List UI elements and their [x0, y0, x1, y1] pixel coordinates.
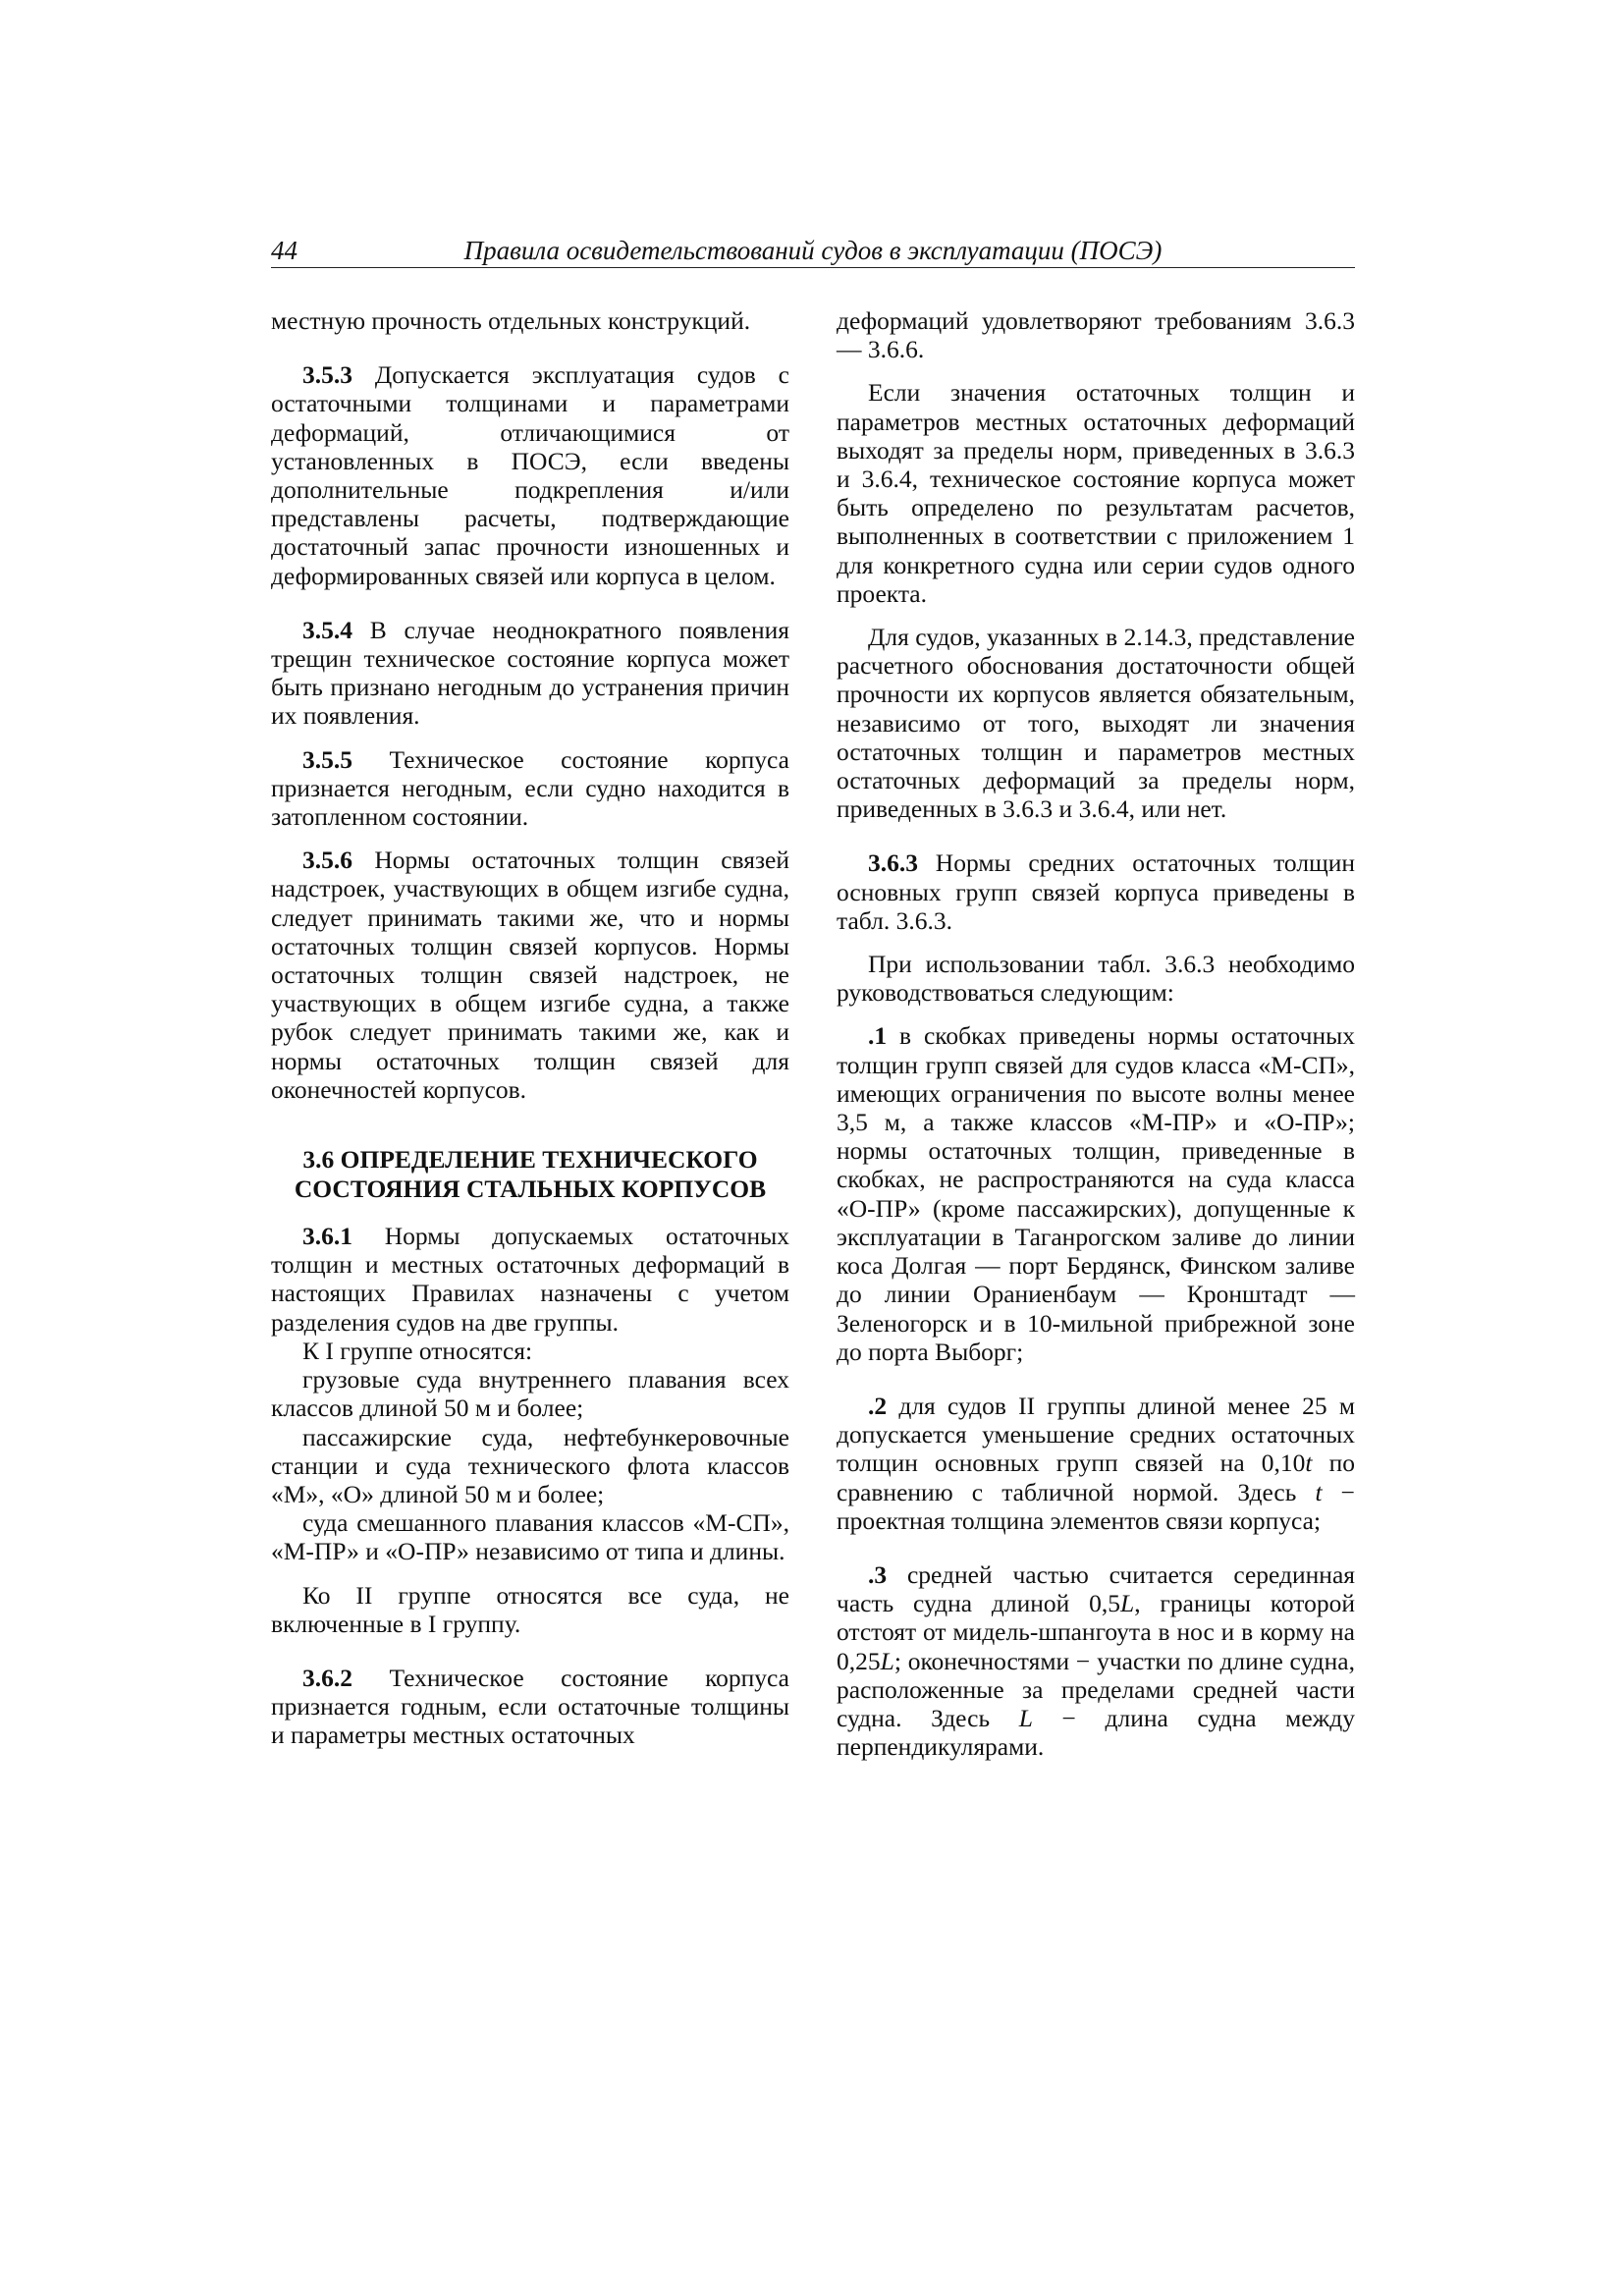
list-item-1	[837, 1021, 1355, 1365]
section-3-5-3	[271, 360, 789, 590]
section-number: 3.5.6	[302, 846, 352, 875]
section-3-6-1	[271, 1222, 789, 1337]
paragraph: Для судов, указанных в 2.14.3, представление расчетного обоснования достаточности общей прочности их корпусов является обязательным, независимо от того, выходят ли значения остаточных толщин и параметров местных остаточных деформаций за пределы норм, приведенных в 3.6.3 и 3.6.4, или нет.	[837, 623, 1355, 824]
item-text: по сравнению с табличной нормой. Здесь	[837, 1449, 1355, 1506]
item-number: .1	[868, 1021, 888, 1051]
paragraph: Если значения остаточных толщин и параметров местных остаточных деформаций выходят за пределы норм, приведенных в 3.6.3 и 3.6.4, техническое состояние корпуса может быть определено по результатам расчетов, выполненных в соответствии с приложением 1 для конкретного судна или серии судов одного проекта.	[837, 378, 1355, 608]
paragraph-continuation: местную прочность отдельных конструкций.	[271, 306, 751, 335]
section-text: Допускается эксплуатация судов с остаточными толщинами и параметрами деформаций, отличающимися от установленных в ПОСЭ, если введены дополнительные подкрепления и/или представлены расчеты, подтверждающие достаточный запас прочности изношенных и деформированных связей или корпуса в целом.	[271, 360, 790, 590]
section-number: 3.6.1	[302, 1222, 352, 1251]
running-title: Правила освидетельствований судов в эксплуатации (ПОСЭ)	[463, 236, 1163, 265]
section-text: Нормы остаточных толщин связей надстроек, участвующих в общем изгибе судна, следует принимать такими же, что и нормы остаточных толщин связей корпусов. Нормы остаточных толщин связей надстроек, не участвующих в общем изгибе судна, а также рубок следует принимать такими же, как и нормы остаточных толщин связей для оконечностей корпусов.	[271, 846, 790, 1104]
group-1-item: пассажирские суда, нефтебункеровочные станции и суда технического флота классов «М», «О» длиной 50 м и более;	[271, 1422, 789, 1508]
section-3-6-2	[271, 1664, 789, 1750]
item-text: средней частью считается серединная часть судна длиной 0,5	[837, 1559, 1355, 1618]
variable-L: L	[1120, 1589, 1135, 1618]
heading-line: 3.6 ОПРЕДЕЛЕНИЕ ТЕХНИЧЕСКОГО	[302, 1145, 758, 1175]
section-number: 3.5.5	[302, 744, 352, 774]
section-3-5-5	[271, 745, 789, 832]
group-1-item: грузовые суда внутреннего плавания всех классов длиной 50 м и более;	[271, 1365, 789, 1423]
item-text: − проектная толщина элементов связи корпуса;	[837, 1477, 1355, 1535]
item-number: .2	[868, 1391, 888, 1420]
page-number: 44	[271, 236, 298, 265]
variable-t: t	[1305, 1449, 1313, 1478]
item-text: − длина судна между перпендикулярами.	[837, 1703, 1355, 1762]
section-text: Техническое состояние корпуса признается годным, если остаточные толщины и параметры местных остаточных	[271, 1663, 790, 1750]
section-text: В случае неоднократного появления трещин техническое состояние корпуса может быть признано негодным до устранения причин их появления.	[271, 615, 789, 731]
section-text: Техническое состояние корпуса признается негодным, если судно находится в затопленном состоянии.	[271, 744, 790, 832]
item-text: в скобках приведены нормы остаточных толщин групп связей для судов класса «М-СП», имеющих ограничения по высоте волны менее 3,5 м, а также классов «М-ПР» и «О-ПР»; нормы остаточных толщин, приведенные в скобках, не распространяются на суда класса «О-ПР» (кроме пассажирских), допущенные к эксплуатации в Таганрогском заливе до линии коса Долгая — порт Бердянск, Финском заливе до линии Ораниенбаум — Кронштадт — Зеленогорск и в 10-мильной прибрежной зоне до порта Выборг;	[837, 1021, 1355, 1366]
right-column	[837, 306, 1355, 1761]
item-text: ; оконечностями − участки по длине судна, расположенные за пределами средней части судна. Здесь	[837, 1646, 1355, 1732]
paragraph: При использовании табл. 3.6.3 необходимо руководствоваться следующим:	[837, 950, 1355, 1008]
section-text: Нормы средних остаточных толщин основных групп связей корпуса приведены в табл. 3.6.3.	[837, 848, 1355, 935]
group-1-intro: К I группе относятся:	[302, 1336, 533, 1365]
section-3-5-6	[271, 846, 789, 1104]
left-column	[271, 306, 789, 1750]
list-item-3	[837, 1560, 1355, 1761]
heading-line: СОСТОЯНИЯ СТАЛЬНЫХ КОРПУСОВ	[294, 1175, 767, 1204]
list-item-2	[837, 1392, 1355, 1535]
section-text: Нормы допускаемых остаточных толщин и местных остаточных деформаций в настоящих Правилах назначены с учетом разделения судов на две группы.	[271, 1222, 790, 1337]
group-1-item: суда смешанного плавания классов «М-СП», «М-ПР» и «О-ПР» независимо от типа и длины.	[271, 1508, 789, 1566]
section-3-5-4	[271, 616, 789, 731]
section-heading-3-6	[271, 1145, 789, 1204]
item-text: , границы которой отстоят от мидель-шпангоута в нос и в корму на 0,25	[837, 1589, 1355, 1675]
group-2-paragraph: Ко II группе относятся все суда, не включенные в I группу.	[271, 1580, 789, 1638]
variable-t: t	[1315, 1477, 1323, 1506]
item-text: для судов II группы длиной менее 25 м допускается уменьшение средних остаточных толщин основных групп связей на 0,10	[837, 1391, 1355, 1478]
paragraph-continuation: деформаций удовлетворяют требованиям 3.6.3 — 3.6.6.	[837, 306, 1355, 364]
page-header	[271, 234, 1355, 268]
section-number: 3.5.3	[302, 360, 352, 390]
section-number: 3.6.3	[868, 848, 918, 878]
section-number: 3.6.2	[302, 1663, 352, 1692]
variable-L: L	[1018, 1703, 1033, 1732]
item-number: .3	[868, 1559, 888, 1589]
variable-L: L	[880, 1646, 894, 1675]
section-3-6-3	[837, 848, 1355, 935]
section-number: 3.5.4	[302, 615, 352, 644]
